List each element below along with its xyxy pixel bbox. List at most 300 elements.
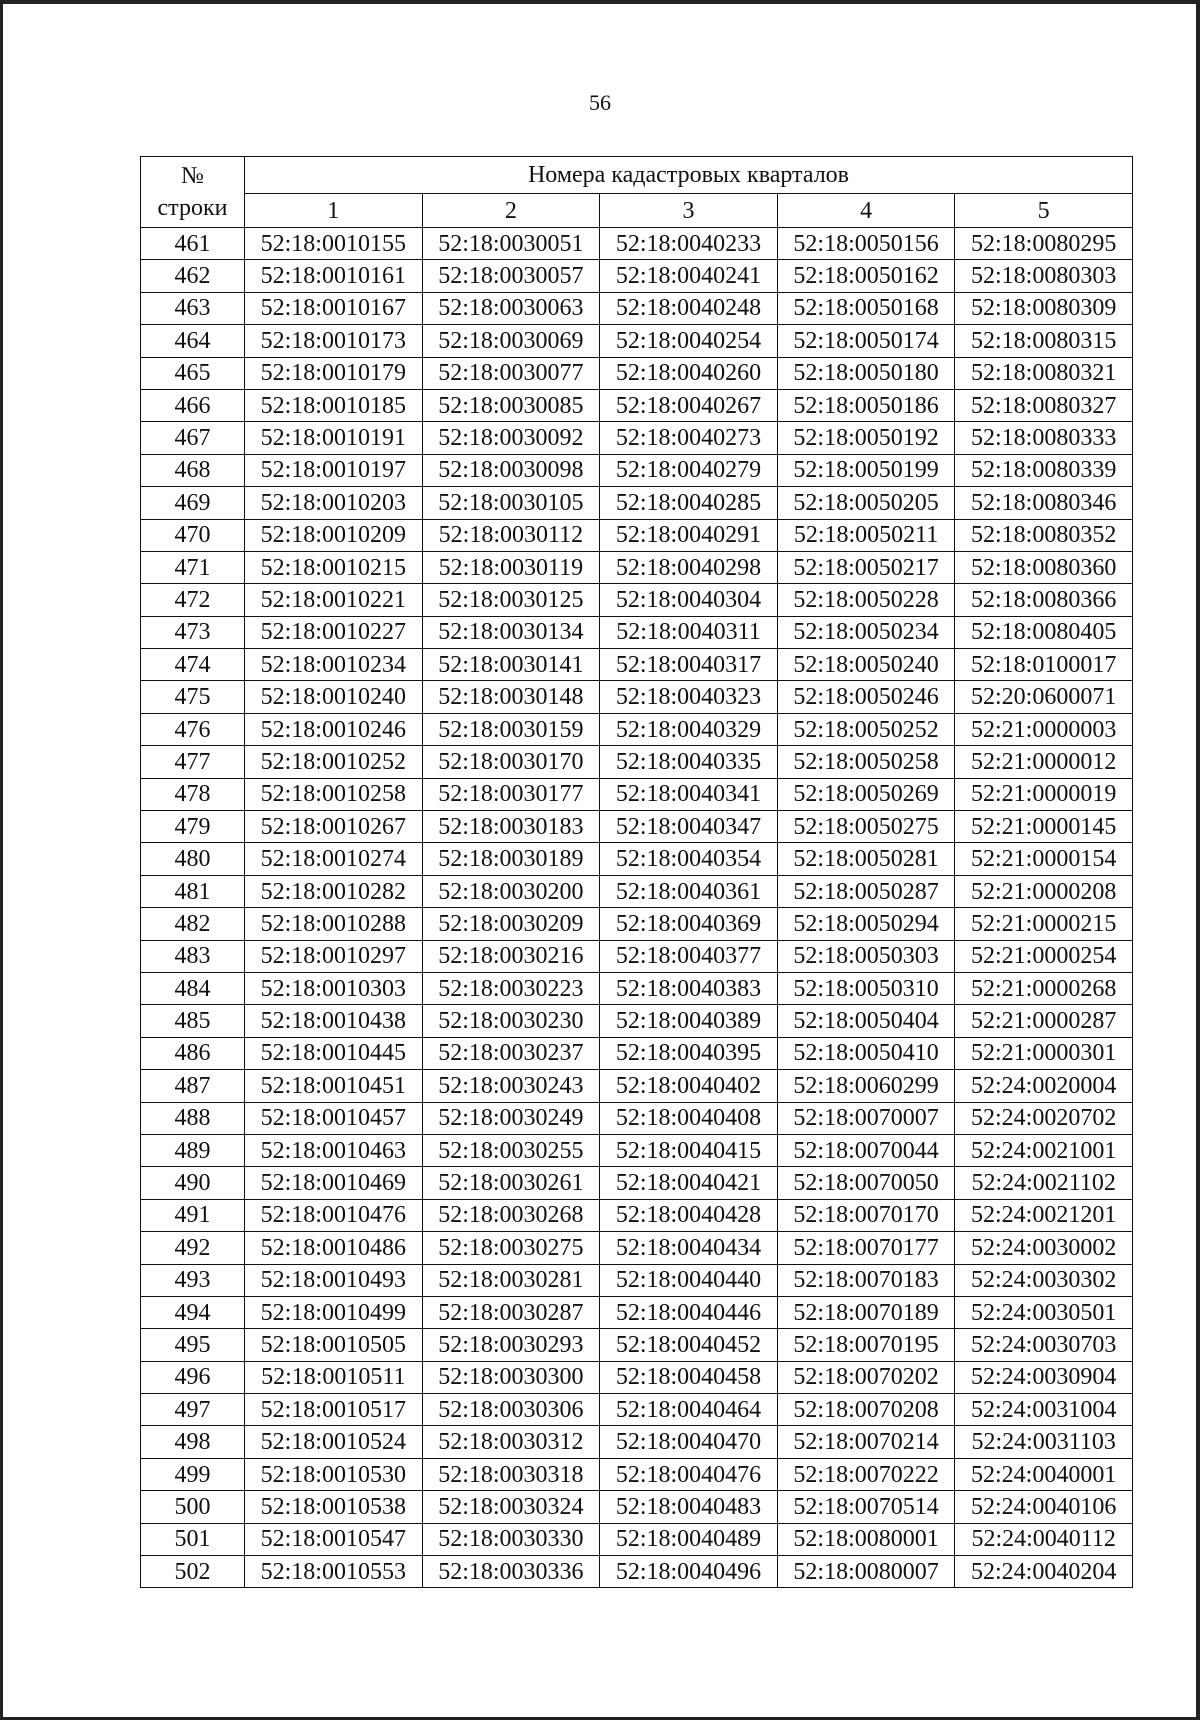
cadastral-number-cell: 52:18:0050310 (777, 972, 955, 1004)
cadastral-number-cell: 52:18:0080327 (955, 389, 1133, 421)
cadastral-number-cell: 52:18:0080405 (955, 616, 1133, 648)
cadastral-number-cell: 52:18:0050180 (777, 357, 955, 389)
cadastral-number-cell: 52:21:0000254 (955, 940, 1133, 972)
cadastral-number-cell: 52:18:0050269 (777, 778, 955, 810)
cadastral-number-cell: 52:18:0100017 (955, 649, 1133, 681)
row-number-header-symbol: № (181, 162, 204, 189)
cadastral-number-cell: 52:24:0031103 (955, 1426, 1133, 1458)
row-number-cell: 496 (141, 1361, 245, 1393)
cadastral-number-cell: 52:18:0010476 (245, 1199, 423, 1231)
table-row (141, 778, 1133, 810)
cadastral-number-cell: 52:21:0000145 (955, 811, 1133, 843)
cadastral-number-cell: 52:18:0030069 (422, 325, 600, 357)
cadastral-number-cell: 52:18:0030063 (422, 292, 600, 324)
cadastral-number-cell: 52:18:0030281 (422, 1264, 600, 1296)
cadastral-number-cell: 52:18:0010161 (245, 260, 423, 292)
cadastral-number-cell: 52:18:0010197 (245, 454, 423, 486)
cadastral-number-cell: 52:18:0040458 (600, 1361, 778, 1393)
cadastral-number-cell: 52:18:0010179 (245, 357, 423, 389)
row-number-cell: 493 (141, 1264, 245, 1296)
row-number-cell: 500 (141, 1491, 245, 1523)
table-row (141, 228, 1133, 260)
cadastral-number-cell: 52:18:0010547 (245, 1523, 423, 1555)
row-number-cell: 474 (141, 649, 245, 681)
cadastral-number-cell: 52:18:0030261 (422, 1167, 600, 1199)
cadastral-number-cell: 52:18:0030223 (422, 972, 600, 1004)
cadastral-number-cell: 52:24:0020702 (955, 1102, 1133, 1134)
cadastral-number-cell: 52:18:0030209 (422, 908, 600, 940)
cadastral-number-cell: 52:18:0040476 (600, 1458, 778, 1490)
row-number-cell: 491 (141, 1199, 245, 1231)
cadastral-number-cell: 52:18:0030306 (422, 1394, 600, 1426)
cadastral-number-cell: 52:18:0030275 (422, 1232, 600, 1264)
cadastral-number-cell: 52:21:0000215 (955, 908, 1133, 940)
cadastral-number-cell: 52:21:0000287 (955, 1005, 1133, 1037)
cadastral-number-cell: 52:18:0010258 (245, 778, 423, 810)
cadastral-number-cell: 52:18:0080007 (777, 1556, 955, 1588)
cadastral-number-cell: 52:18:0050303 (777, 940, 955, 972)
cadastral-number-cell: 52:18:0010493 (245, 1264, 423, 1296)
row-number-cell: 481 (141, 875, 245, 907)
cadastral-number-cell: 52:18:0010167 (245, 292, 423, 324)
cadastral-number-cell: 52:18:0030085 (422, 389, 600, 421)
table-row (141, 713, 1133, 745)
row-number-cell: 492 (141, 1232, 245, 1264)
cadastral-number-cell: 52:18:0070183 (777, 1264, 955, 1296)
cadastral-number-cell: 52:18:0010469 (245, 1167, 423, 1199)
row-number-cell: 475 (141, 681, 245, 713)
cadastral-number-cell: 52:18:0040241 (600, 260, 778, 292)
cadastral-number-cell: 52:18:0040446 (600, 1296, 778, 1328)
table-row (141, 746, 1133, 778)
cadastral-number-cell: 52:18:0030324 (422, 1491, 600, 1523)
row-number-cell: 487 (141, 1070, 245, 1102)
row-number-cell: 465 (141, 357, 245, 389)
cadastral-number-cell: 52:18:0050162 (777, 260, 955, 292)
cadastral-number-cell: 52:18:0040298 (600, 551, 778, 583)
cadastral-number-cell: 52:21:0000301 (955, 1037, 1133, 1069)
cadastral-number-cell: 52:18:0040428 (600, 1199, 778, 1231)
row-number-cell: 501 (141, 1523, 245, 1555)
cadastral-number-cell: 52:18:0050281 (777, 843, 955, 875)
row-number-cell: 498 (141, 1426, 245, 1458)
cadastral-number-cell: 52:18:0010274 (245, 843, 423, 875)
row-number-cell: 484 (141, 972, 245, 1004)
column-header: 2 (422, 194, 600, 228)
table-row (141, 1134, 1133, 1166)
cadastral-number-cell: 52:18:0040341 (600, 778, 778, 810)
cadastral-number-cell: 52:18:0070202 (777, 1361, 955, 1393)
cadastral-number-cell: 52:24:0040001 (955, 1458, 1133, 1490)
cadastral-number-cell: 52:18:0040311 (600, 616, 778, 648)
cadastral-number-cell: 52:18:0040421 (600, 1167, 778, 1199)
table-row (141, 519, 1133, 551)
table-row (141, 1458, 1133, 1490)
cadastral-number-cell: 52:18:0010282 (245, 875, 423, 907)
row-number-cell: 463 (141, 292, 245, 324)
cadastral-number-cell: 52:18:0030125 (422, 584, 600, 616)
cadastral-number-cell: 52:18:0010221 (245, 584, 423, 616)
row-number-cell: 476 (141, 713, 245, 745)
table-row (141, 843, 1133, 875)
cadastral-number-cell: 52:18:0070170 (777, 1199, 955, 1231)
row-number-cell: 470 (141, 519, 245, 551)
cadastral-number-cell: 52:24:0020004 (955, 1070, 1133, 1102)
table-row (141, 1523, 1133, 1555)
cadastral-number-cell: 52:18:0070177 (777, 1232, 955, 1264)
cadastral-number-cell: 52:18:0010215 (245, 551, 423, 583)
cadastral-number-cell: 52:18:0010203 (245, 487, 423, 519)
cadastral-number-cell: 52:18:0050410 (777, 1037, 955, 1069)
cadastral-number-cell: 52:18:0050192 (777, 422, 955, 454)
cadastral-number-cell: 52:18:0010234 (245, 649, 423, 681)
cadastral-number-cell: 52:18:0030148 (422, 681, 600, 713)
cadastral-number-cell: 52:18:0040335 (600, 746, 778, 778)
cadastral-number-cell: 52:21:0000012 (955, 746, 1133, 778)
cadastral-number-cell: 52:18:0010505 (245, 1329, 423, 1361)
cadastral-number-cell: 52:18:0010499 (245, 1296, 423, 1328)
cadastral-number-cell: 52:18:0030268 (422, 1199, 600, 1231)
cadastral-number-cell: 52:18:0030141 (422, 649, 600, 681)
cadastral-number-cell: 52:18:0050246 (777, 681, 955, 713)
table-row (141, 1232, 1133, 1264)
row-number-cell: 462 (141, 260, 245, 292)
row-number-cell: 472 (141, 584, 245, 616)
column-group-header: Номера кадастровых кварталов (245, 157, 1133, 194)
table-row (141, 551, 1133, 583)
cadastral-number-cell: 52:18:0030330 (422, 1523, 600, 1555)
cadastral-number-cell: 52:18:0040233 (600, 228, 778, 260)
cadastral-number-cell: 52:18:0030318 (422, 1458, 600, 1490)
cadastral-number-cell: 52:18:0050211 (777, 519, 955, 551)
cadastral-number-cell: 52:18:0040470 (600, 1426, 778, 1458)
cadastral-number-cell: 52:18:0070222 (777, 1458, 955, 1490)
cadastral-number-cell: 52:18:0010511 (245, 1361, 423, 1393)
cadastral-number-cell: 52:18:0030119 (422, 551, 600, 583)
row-number-cell: 502 (141, 1556, 245, 1588)
table-row (141, 1199, 1133, 1231)
cadastral-number-cell: 52:18:0030134 (422, 616, 600, 648)
cadastral-number-cell: 52:18:0040361 (600, 875, 778, 907)
cadastral-number-cell: 52:18:0040464 (600, 1394, 778, 1426)
table-row (141, 1491, 1133, 1523)
cadastral-number-cell: 52:24:0040106 (955, 1491, 1133, 1523)
cadastral-number-cell: 52:18:0040489 (600, 1523, 778, 1555)
cadastral-number-cell: 52:18:0030105 (422, 487, 600, 519)
row-number-cell: 482 (141, 908, 245, 940)
cadastral-number-cell: 52:18:0040329 (600, 713, 778, 745)
table-row (141, 1037, 1133, 1069)
cadastral-number-cell: 52:18:0080295 (955, 228, 1133, 260)
cadastral-number-cell: 52:18:0010463 (245, 1134, 423, 1166)
table-row (141, 1167, 1133, 1199)
row-number-cell: 479 (141, 811, 245, 843)
cadastral-number-cell: 52:18:0030092 (422, 422, 600, 454)
cadastral-number-cell: 52:18:0010246 (245, 713, 423, 745)
cadastral-number-cell: 52:18:0050186 (777, 389, 955, 421)
row-number-cell: 466 (141, 389, 245, 421)
cadastral-number-cell: 52:18:0050228 (777, 584, 955, 616)
table-row (141, 584, 1133, 616)
table-row (141, 1296, 1133, 1328)
cadastral-number-cell: 52:18:0010486 (245, 1232, 423, 1264)
cadastral-number-cell: 52:18:0010191 (245, 422, 423, 454)
cadastral-number-cell: 52:21:0000154 (955, 843, 1133, 875)
cadastral-number-cell: 52:18:0040347 (600, 811, 778, 843)
cadastral-number-cell: 52:18:0010517 (245, 1394, 423, 1426)
row-number-cell: 490 (141, 1167, 245, 1199)
cadastral-number-cell: 52:18:0040496 (600, 1556, 778, 1588)
cadastral-number-cell: 52:18:0010553 (245, 1556, 423, 1588)
cadastral-number-cell: 52:18:0080309 (955, 292, 1133, 324)
cadastral-number-cell: 52:24:0030002 (955, 1232, 1133, 1264)
cadastral-number-cell: 52:24:0040204 (955, 1556, 1133, 1588)
table-row (141, 649, 1133, 681)
table-row (141, 811, 1133, 843)
row-number-cell: 461 (141, 228, 245, 260)
cadastral-number-cell: 52:18:0040323 (600, 681, 778, 713)
cadastral-number-cell: 52:18:0040291 (600, 519, 778, 551)
table-row (141, 1005, 1133, 1037)
cadastral-number-cell: 52:18:0050174 (777, 325, 955, 357)
cadastral-number-cell: 52:18:0050258 (777, 746, 955, 778)
cadastral-number-cell: 52:18:0030170 (422, 746, 600, 778)
cadastral-number-cell: 52:18:0030057 (422, 260, 600, 292)
cadastral-number-cell: 52:24:0021201 (955, 1199, 1133, 1231)
cadastral-number-cell: 52:18:0030183 (422, 811, 600, 843)
row-number-cell: 471 (141, 551, 245, 583)
table-row (141, 1426, 1133, 1458)
cadastral-number-cell: 52:18:0010227 (245, 616, 423, 648)
table-row (141, 325, 1133, 357)
cadastral-number-cell: 52:21:0000003 (955, 713, 1133, 745)
column-header: 4 (777, 194, 955, 228)
row-number-cell: 486 (141, 1037, 245, 1069)
row-number-header (141, 157, 245, 228)
column-header: 5 (955, 194, 1133, 228)
cadastral-number-cell: 52:18:0050199 (777, 454, 955, 486)
cadastral-number-cell: 52:18:0010457 (245, 1102, 423, 1134)
cadastral-number-cell: 52:18:0030200 (422, 875, 600, 907)
cadastral-number-cell: 52:18:0050294 (777, 908, 955, 940)
cadastral-number-cell: 52:18:0010267 (245, 811, 423, 843)
cadastral-number-cell: 52:18:0030098 (422, 454, 600, 486)
cadastral-number-cell: 52:18:0010524 (245, 1426, 423, 1458)
row-number-cell: 469 (141, 487, 245, 519)
cadastral-number-cell: 52:24:0031004 (955, 1394, 1133, 1426)
cadastral-number-cell: 52:18:0070189 (777, 1296, 955, 1328)
cadastral-number-cell: 52:18:0030077 (422, 357, 600, 389)
cadastral-number-cell: 52:18:0030177 (422, 778, 600, 810)
cadastral-number-cell: 52:18:0070050 (777, 1167, 955, 1199)
column-header: 1 (245, 194, 423, 228)
table-row (141, 681, 1133, 713)
row-number-cell: 477 (141, 746, 245, 778)
cadastral-number-cell: 52:18:0080339 (955, 454, 1133, 486)
cadastral-number-cell: 52:18:0040383 (600, 972, 778, 1004)
cadastral-number-cell: 52:18:0080001 (777, 1523, 955, 1555)
cadastral-number-cell: 52:18:0040248 (600, 292, 778, 324)
cadastral-number-cell: 52:18:0040483 (600, 1491, 778, 1523)
cadastral-number-cell: 52:18:0070208 (777, 1394, 955, 1426)
table-row (141, 875, 1133, 907)
cadastral-number-cell: 52:18:0050156 (777, 228, 955, 260)
cadastral-number-cell: 52:18:0050205 (777, 487, 955, 519)
cadastral-number-cell: 52:18:0030216 (422, 940, 600, 972)
table-body (141, 228, 1133, 1588)
table-row (141, 972, 1133, 1004)
cadastral-number-cell: 52:18:0030287 (422, 1296, 600, 1328)
table-row (141, 1102, 1133, 1134)
table-row (141, 422, 1133, 454)
cadastral-number-cell: 52:18:0030293 (422, 1329, 600, 1361)
cadastral-number-cell: 52:18:0050252 (777, 713, 955, 745)
row-number-header-label: строки (157, 195, 228, 221)
cadastral-number-cell: 52:18:0010445 (245, 1037, 423, 1069)
cadastral-number-cell: 52:18:0010538 (245, 1491, 423, 1523)
table-row (141, 1394, 1133, 1426)
cadastral-number-cell: 52:21:0000019 (955, 778, 1133, 810)
cadastral-number-cell: 52:18:0040389 (600, 1005, 778, 1037)
cadastral-number-cell: 52:18:0040354 (600, 843, 778, 875)
cadastral-number-cell: 52:18:0050168 (777, 292, 955, 324)
cadastral-number-cell: 52:18:0080321 (955, 357, 1133, 389)
row-number-cell: 495 (141, 1329, 245, 1361)
cadastral-number-cell: 52:18:0030300 (422, 1361, 600, 1393)
cadastral-number-cell: 52:18:0010252 (245, 746, 423, 778)
table-row (141, 940, 1133, 972)
cadastral-number-cell: 52:21:0000208 (955, 875, 1133, 907)
cadastral-number-cell: 52:18:0030189 (422, 843, 600, 875)
cadastral-number-cell: 52:18:0040377 (600, 940, 778, 972)
cadastral-number-cell: 52:18:0030112 (422, 519, 600, 551)
table-row (141, 1329, 1133, 1361)
page-number: 56 (589, 90, 611, 115)
table-header (141, 157, 1133, 228)
cadastral-number-cell: 52:20:0600071 (955, 681, 1133, 713)
cadastral-number-cell: 52:18:0080352 (955, 519, 1133, 551)
table-row (141, 1556, 1133, 1588)
cadastral-number-cell: 52:18:0030159 (422, 713, 600, 745)
cadastral-number-cell: 52:18:0030237 (422, 1037, 600, 1069)
cadastral-number-cell: 52:18:0040279 (600, 454, 778, 486)
cadastral-number-cell: 52:18:0040369 (600, 908, 778, 940)
row-number-cell: 468 (141, 454, 245, 486)
cadastral-number-cell: 52:18:0010451 (245, 1070, 423, 1102)
cadastral-number-cell: 52:18:0030255 (422, 1134, 600, 1166)
table-row (141, 908, 1133, 940)
row-number-cell: 483 (141, 940, 245, 972)
table-row (141, 1070, 1133, 1102)
cadastral-number-cell: 52:18:0080303 (955, 260, 1133, 292)
cadastral-number-cell: 52:18:0010530 (245, 1458, 423, 1490)
cadastral-number-cell: 52:24:0030904 (955, 1361, 1133, 1393)
cadastral-number-cell: 52:18:0070514 (777, 1491, 955, 1523)
cadastral-number-cell: 52:18:0060299 (777, 1070, 955, 1102)
table-row (141, 1361, 1133, 1393)
cadastral-number-cell: 52:18:0040317 (600, 649, 778, 681)
cadastral-number-cell: 52:18:0040304 (600, 584, 778, 616)
table-row (141, 1264, 1133, 1296)
cadastral-number-cell: 52:18:0080360 (955, 551, 1133, 583)
cadastral-number-cell: 52:18:0010155 (245, 228, 423, 260)
row-number-cell: 499 (141, 1458, 245, 1490)
cadastral-number-cell: 52:18:0050234 (777, 616, 955, 648)
row-number-cell: 489 (141, 1134, 245, 1166)
cadastral-number-cell: 52:18:0030243 (422, 1070, 600, 1102)
table-row (141, 357, 1133, 389)
row-number-cell: 488 (141, 1102, 245, 1134)
cadastral-number-cell: 52:18:0040408 (600, 1102, 778, 1134)
cadastral-number-cell: 52:18:0040402 (600, 1070, 778, 1102)
cadastral-number-cell: 52:18:0010240 (245, 681, 423, 713)
cadastral-number-cell: 52:24:0021001 (955, 1134, 1133, 1166)
cadastral-number-cell: 52:18:0040440 (600, 1264, 778, 1296)
column-header: 3 (600, 194, 778, 228)
cadastral-number-cell: 52:18:0050217 (777, 551, 955, 583)
cadastral-number-cell: 52:18:0010209 (245, 519, 423, 551)
cadastral-number-cell: 52:18:0040273 (600, 422, 778, 454)
cadastral-number-cell: 52:18:0040285 (600, 487, 778, 519)
cadastral-number-cell: 52:18:0040452 (600, 1329, 778, 1361)
cadastral-number-cell: 52:18:0050240 (777, 649, 955, 681)
table-row (141, 616, 1133, 648)
cadastral-number-cell: 52:18:0030051 (422, 228, 600, 260)
table-row (141, 389, 1133, 421)
cadastral-number-cell: 52:18:0080366 (955, 584, 1133, 616)
cadastral-number-cell: 52:24:0030703 (955, 1329, 1133, 1361)
cadastral-number-cell: 52:18:0010438 (245, 1005, 423, 1037)
cadastral-number-cell: 52:18:0040395 (600, 1037, 778, 1069)
cadastral-number-cell: 52:18:0040260 (600, 357, 778, 389)
row-number-cell: 485 (141, 1005, 245, 1037)
cadastral-number-cell: 52:24:0040112 (955, 1523, 1133, 1555)
cadastral-number-cell: 52:18:0040415 (600, 1134, 778, 1166)
cadastral-number-cell: 52:18:0010185 (245, 389, 423, 421)
row-number-cell: 480 (141, 843, 245, 875)
cadastral-number-cell: 52:18:0080333 (955, 422, 1133, 454)
table-row (141, 292, 1133, 324)
table-row (141, 260, 1133, 292)
cadastral-number-cell: 52:18:0040267 (600, 389, 778, 421)
cadastral-number-cell: 52:24:0021102 (955, 1167, 1133, 1199)
cadastral-number-cell: 52:18:0050287 (777, 875, 955, 907)
row-number-cell: 473 (141, 616, 245, 648)
table-row (141, 454, 1133, 486)
cadastral-number-cell: 52:18:0010303 (245, 972, 423, 1004)
cadastral-number-cell: 52:18:0010288 (245, 908, 423, 940)
cadastral-number-cell: 52:18:0070044 (777, 1134, 955, 1166)
cadastral-number-cell: 52:18:0040254 (600, 325, 778, 357)
table-row (141, 487, 1133, 519)
row-number-cell: 494 (141, 1296, 245, 1328)
cadastral-number-cell: 52:24:0030501 (955, 1296, 1133, 1328)
cadastral-number-cell: 52:18:0050275 (777, 811, 955, 843)
row-number-cell: 478 (141, 778, 245, 810)
cadastral-number-cell: 52:18:0050404 (777, 1005, 955, 1037)
row-number-cell: 464 (141, 325, 245, 357)
row-number-cell: 467 (141, 422, 245, 454)
cadastral-number-cell: 52:18:0070214 (777, 1426, 955, 1458)
cadastral-number-cell: 52:18:0040434 (600, 1232, 778, 1264)
cadastral-number-cell: 52:18:0080346 (955, 487, 1133, 519)
row-number-cell: 497 (141, 1394, 245, 1426)
cadastral-number-cell: 52:21:0000268 (955, 972, 1133, 1004)
cadastral-table (140, 156, 1133, 1588)
cadastral-number-cell: 52:18:0030230 (422, 1005, 600, 1037)
cadastral-number-cell: 52:24:0030302 (955, 1264, 1133, 1296)
cadastral-number-cell: 52:18:0080315 (955, 325, 1133, 357)
